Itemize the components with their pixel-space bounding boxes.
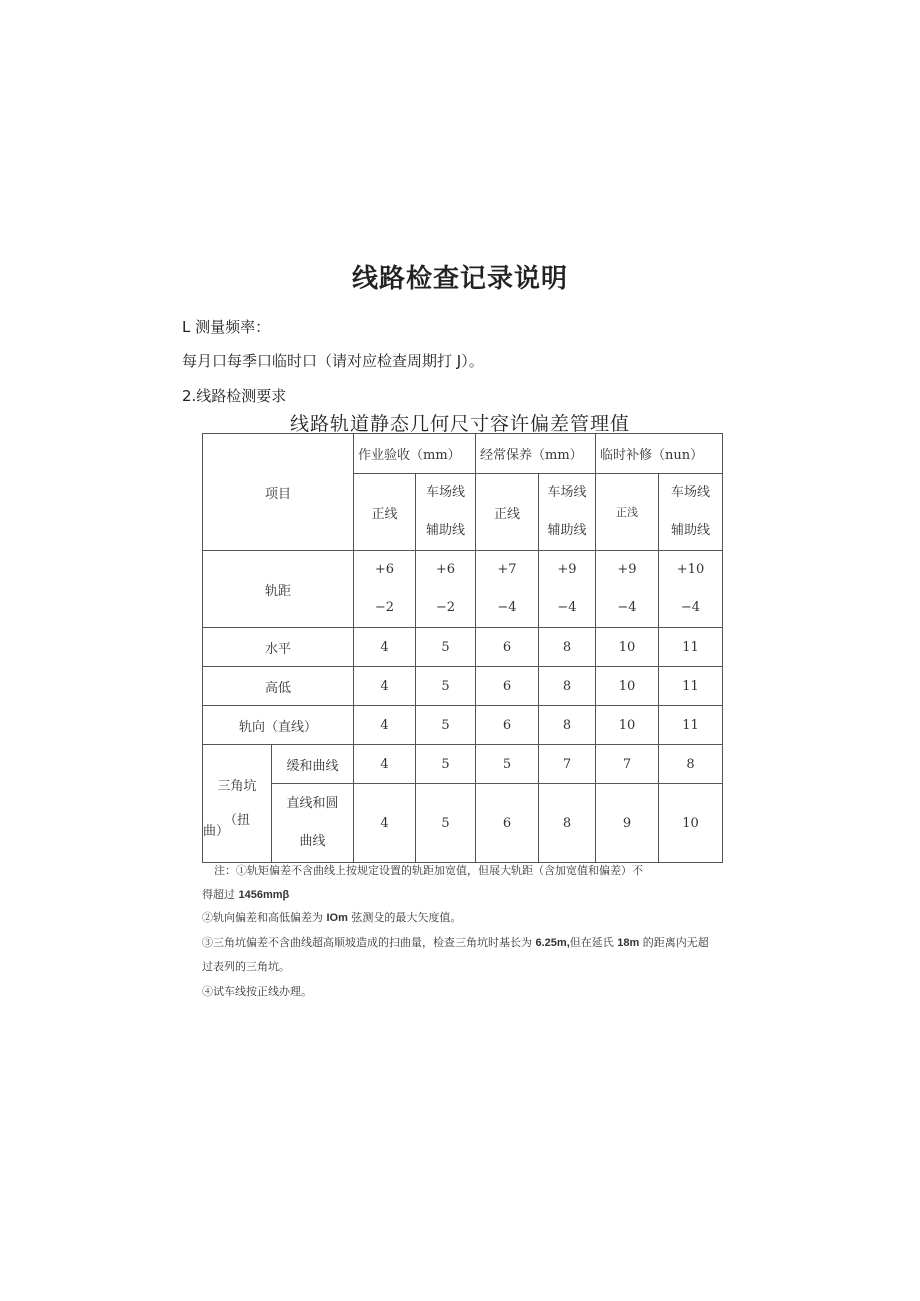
tolerance-table [202, 433, 723, 863]
gauge-upper: +9 [617, 562, 637, 577]
value-cell: 10 [596, 706, 659, 745]
value-cell: 8 [539, 667, 596, 706]
value-cell: 4 [354, 628, 416, 667]
note-bold: 18m [617, 937, 640, 949]
note-text: 但在延氏 [569, 936, 618, 949]
gauge-upper: +6 [374, 562, 395, 577]
row-label: 水平 [203, 628, 354, 667]
note-3 [202, 934, 709, 950]
value-cell: 10 [596, 628, 659, 667]
sub-depot-label: 车场线 [670, 485, 710, 500]
sub-mainline: 正线 [354, 474, 416, 551]
note-2 [202, 909, 461, 925]
gauge-upper: +10 [676, 562, 705, 577]
value-cell: 8 [539, 706, 596, 745]
group-repair-header: 临时补修（nun） [596, 434, 723, 474]
note-text: ③三角坑偏差不含曲线超高顺坡造成的扫曲量，检查三角坑时基长为 [202, 936, 536, 949]
gauge-cell [539, 551, 596, 628]
gauge-upper: +9 [557, 562, 577, 577]
group-maintenance-header: 经常保养（mm） [476, 434, 596, 474]
value-cell: 11 [659, 667, 723, 706]
note-text: 得超过 [202, 888, 239, 901]
gauge-lower: −4 [557, 600, 577, 615]
section1-heading: L 测量频率： [182, 318, 271, 336]
gauge-upper: +7 [497, 562, 517, 577]
twist-sub-label-line: 直线和圆 [286, 796, 339, 811]
twist-row [203, 745, 723, 784]
sub-depot-label: 车场线 [425, 485, 465, 500]
value-cell: 5 [416, 784, 476, 863]
sub-depot-aux [659, 474, 723, 551]
sub-aux-label: 辅助线 [670, 523, 710, 538]
sub-depot-aux [416, 474, 476, 551]
note-4: ④试车线按正线办理。 [202, 985, 312, 998]
twist-label [203, 745, 272, 863]
sub-depot-label: 车场线 [547, 485, 587, 500]
twist-row [203, 784, 723, 863]
gauge-cell [596, 551, 659, 628]
note-text: 的距离内无超 [639, 936, 709, 949]
twist-sub-label-line: 曲线 [299, 834, 326, 849]
note-bold: 6.25m, [535, 937, 570, 949]
frequency-line: 每月口每季口临时口（请对应检查周期打 J）。 [182, 352, 484, 370]
note-bold: IOm [326, 912, 348, 924]
sub-depot-aux [539, 474, 596, 551]
page-title: 线路检查记录说明 [351, 264, 568, 294]
value-cell: 11 [659, 706, 723, 745]
value-cell: 5 [416, 628, 476, 667]
value-cell: 10 [596, 667, 659, 706]
note-3b: 过表列的三角坑。 [202, 960, 290, 973]
twist-label-line: 曲） [203, 823, 230, 839]
note-1a: 注：①轨矩偏差不含曲线上按规定设置的轨距加宽值，但展大轨距（含加宽值和偏差）不 [214, 864, 643, 877]
sub-aux-label: 辅助线 [547, 523, 587, 538]
sub-aux-label: 辅助线 [425, 523, 465, 538]
value-cell: 4 [354, 706, 416, 745]
value-cell: 9 [596, 784, 659, 863]
note-bold: 1456mmβ [238, 889, 290, 901]
value-cell: 5 [416, 706, 476, 745]
table-caption: 线路轨道静态几何尺寸容许偏差管理值 [289, 413, 630, 435]
value-cell: 4 [354, 667, 416, 706]
value-cell: 5 [416, 745, 476, 784]
gauge-lower: −4 [617, 600, 637, 615]
row-label: 高低 [203, 667, 354, 706]
twist-label-line: 三角坑 [217, 778, 257, 794]
value-cell: 5 [476, 745, 539, 784]
value-cell: 7 [596, 745, 659, 784]
gauge-label: 轨距 [203, 551, 354, 628]
value-cell: 8 [659, 745, 723, 784]
note-text: 弦测殳的最大矢度值。 [347, 911, 462, 924]
value-cell: 6 [476, 706, 539, 745]
value-cell: 4 [354, 745, 416, 784]
value-cell: 11 [659, 628, 723, 667]
gauge-upper: +6 [435, 562, 456, 577]
gauge-cell [659, 551, 723, 628]
twist-label-line: （扭 [223, 812, 250, 828]
value-cell: 6 [476, 628, 539, 667]
row-label: 轨向（直线） [203, 706, 354, 745]
value-cell: 8 [539, 784, 596, 863]
twist-sub-label [272, 784, 354, 863]
value-cell: 4 [354, 784, 416, 863]
value-cell: 8 [539, 628, 596, 667]
gauge-row [203, 551, 723, 628]
value-cell: 6 [476, 667, 539, 706]
sub-mainline: 正浅 [596, 474, 659, 551]
group-acceptance-header: 作业验收（mm） [354, 434, 476, 474]
value-cell: 6 [476, 784, 539, 863]
header-row [203, 434, 723, 474]
gauge-lower: −4 [680, 600, 701, 615]
gauge-lower: −2 [435, 600, 456, 615]
note-1b [202, 886, 289, 902]
value-cell: 10 [659, 784, 723, 863]
gauge-cell [476, 551, 539, 628]
note-text: ②轨向偏差和高低偏差为 [202, 911, 327, 924]
value-cell: 5 [416, 667, 476, 706]
section2-heading: 2.线路检测要求 [182, 387, 287, 405]
table-row [203, 628, 723, 667]
table-row [203, 667, 723, 706]
gauge-lower: −4 [497, 600, 517, 615]
gauge-cell [354, 551, 416, 628]
gauge-lower: −2 [374, 600, 395, 615]
item-header: 项目 [203, 434, 354, 551]
gauge-cell [416, 551, 476, 628]
sub-mainline: 正线 [476, 474, 539, 551]
value-cell: 7 [539, 745, 596, 784]
twist-sub-label: 缓和曲线 [272, 745, 354, 784]
table-row [203, 706, 723, 745]
